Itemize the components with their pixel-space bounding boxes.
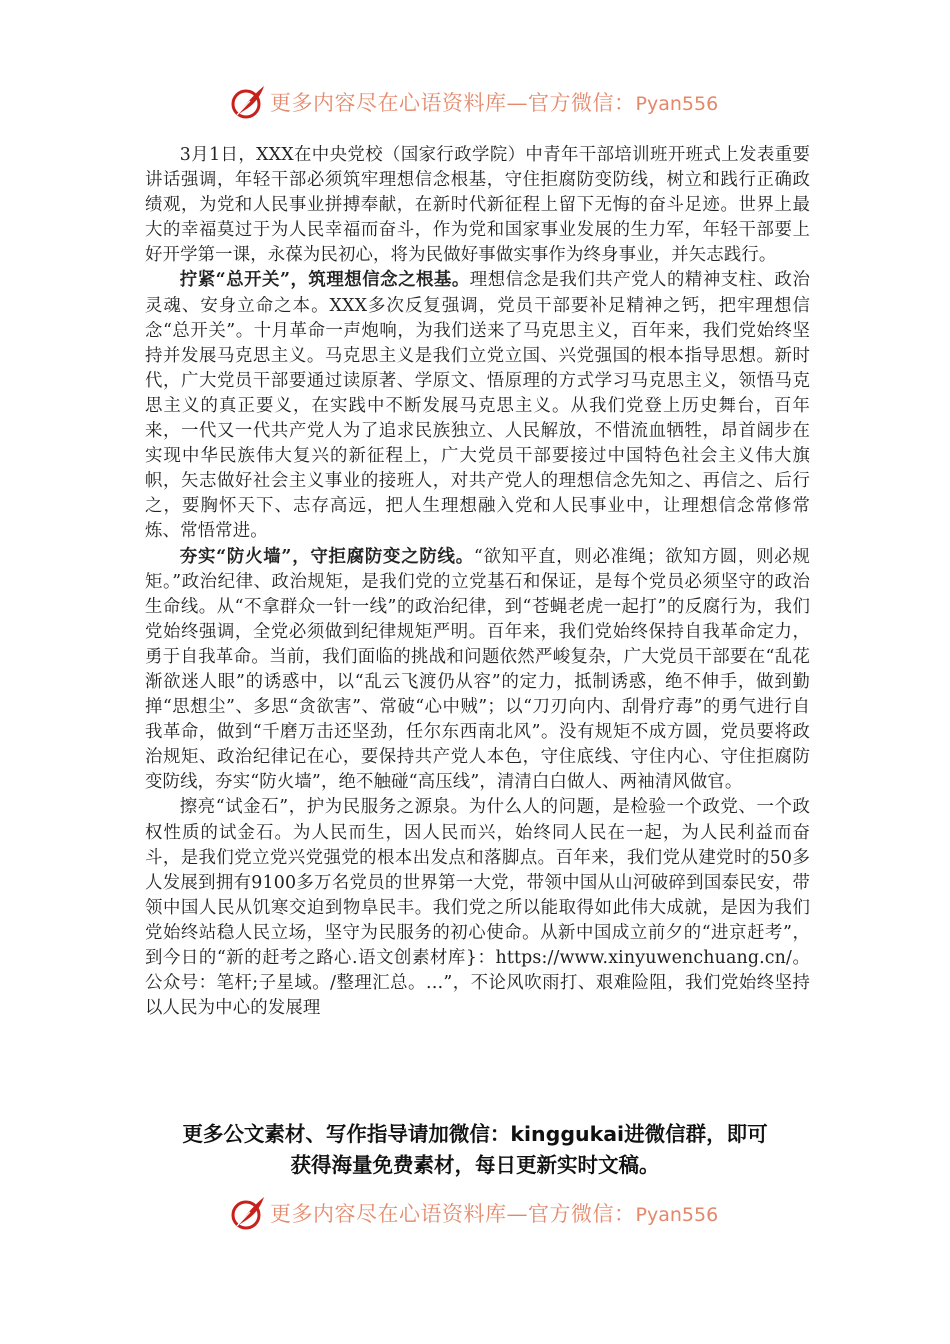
paragraph-intro: 3月1日，XXX在中央党校（国家行政学院）中青年干部培训班开班式上发表重要讲话强调，年轻干部必须筑牢理想信念根基，守住拒腐防变防线，树立和践行正确政绩观，为党和人民事业拼搏奉献，在新时代新征程上留下无悔的奋斗足迹。世界上最大的幸福莫过于为人民幸福而奋斗，作为党和国家事业发展的生力军，年轻干部要上好开学第一课，永葆为民初心，将为民做好事做实事作为终身事业，并矢志践行。 [145, 145, 810, 266]
paragraph-service: 擦亮“试金石”，护为民服务之源泉。为什么人的问题，是检验一个政党、一个政权性质的试金石。为人民而生，因人民而兴，始终同人民在一起，为人民利益而奋斗，是我们党立党兴党强党的根本出发点和落脚点。百年来，我们党从建党时的50多人发展到拥有9100多万名党员的世界第一大党，带领中国从山河破碎到国泰民安，带领中国人民从饥寒交迫到物阜民丰。我们党之所以能取得如此伟大成就，是因为我们党始终站稳人民立场，坚守为民服务的初心使命。从新中国成立前夕的“进京赶考”，到今日的“新的赶考之路心.语文创素材库}：https://www.xinyuwenchuang.cn/。公众号：笔杆;子星域。/整理汇总。…”，不论风吹雨打、艰难险阻，我们党始终坚持以人民为中心的发展理 [145, 797, 810, 1019]
footer-banner-text: 更多内容尽在心语资料库—官方微信：Pyan556 [270, 1202, 719, 1226]
article-body [145, 143, 810, 1021]
header-banner[interactable] [228, 82, 728, 122]
promo-notice [130, 1119, 820, 1181]
promo-line-2: 获得海量免费素材，每日更新实时文稿。 [290, 1153, 660, 1177]
paragraph-firewall: 夯实“防火墙”，守拒腐防变之防线。“欲知平直，则必准绳；欲知方圆，则必规矩。”政治纪律、政治规矩，是我们党的立党基石和保证，是每个党员必须坚守的政治生命线。从“不拿群众一针一线”的政治纪律，到“苍蝇老虎一起打”的反腐行为，我们党始终强调，全党必须做到纪律规矩严明。百年来，我们党始终保持自我革命定力，勇于自我革命。当前，我们面临的挑战和问题依然严峻复杂，广大党员干部要在“乱花渐欲迷人眼”的诱惑中，以“乱云飞渡仍从容”的定力，抵制诱惑，绝不伸手，做到勤掸“思想尘”、多思“贪欲害”、常破“心中贼”；以“刀刃向内、刮骨疗毒”的勇气进行自我革命，做到“千磨万击还坚劲，任尔东西南北风”。没有规矩不成方圆，党员要将政治规矩、政治纪律记在心，要保持共产党人本色，守住底线、守住内心、守住拒腐防变防线，夯实“防火墙”，绝不触碰“高压线”，清清白白做人、两袖清风做官。 [145, 546, 810, 793]
section-heading-ideals: 拧紧“总开关”，筑理想信念之根基。 [179, 270, 470, 291]
header-wechat-id: Pyan556 [635, 93, 719, 115]
section-heading-firewall: 夯实“防火墙”，守拒腐防变之防线。 [179, 546, 474, 567]
paragraph-ideals: 拧紧“总开关”，筑理想信念之根基。理想信念是我们共产党人的精神支柱、政治灵魂、安身立命之本。XXX多次反复强调，党员干部要补足精神之钙，把牢理想信念“总开关”。十月革命一声炮响，为我们送来了马克思主义，百年来，我们党始终坚持并发展马克思主义。马克思主义是我们立党立国、兴党强国的根本指导思想。新时代，广大党员干部要通过读原著、学原文、悟原理的方式学习马克思主义，领悟马克思主义的真正要义，在实践中不断发展马克思主义。从我们党登上历史舞台，百年来，一代又一代共产党人为了追求民族独立、人民解放，不惜流血牺牲，昂首阔步在实现中华民族伟大复兴的新征程上，广大党员干部要接过中国特色社会主义伟大旗帜，矢志做好社会主义事业的接班人，对共产党人的理想信念先知之、再信之、后行之，要胸怀天下、志存高远，把人生理想融入党和人民事业中，让理想信念常修常炼、常悟常进。 [145, 270, 810, 542]
quill-pen-logo-icon [228, 1193, 268, 1233]
footer-wechat-id: Pyan556 [635, 1204, 719, 1226]
header-banner-text: 更多内容尽在心语资料库—官方微信：Pyan556 [270, 91, 719, 115]
promo-line-1: 更多公文素材、写作指导请加微信：kinggukai进微信群，即可 [182, 1122, 768, 1146]
quill-pen-logo-icon [228, 82, 268, 122]
footer-banner[interactable] [228, 1193, 728, 1233]
